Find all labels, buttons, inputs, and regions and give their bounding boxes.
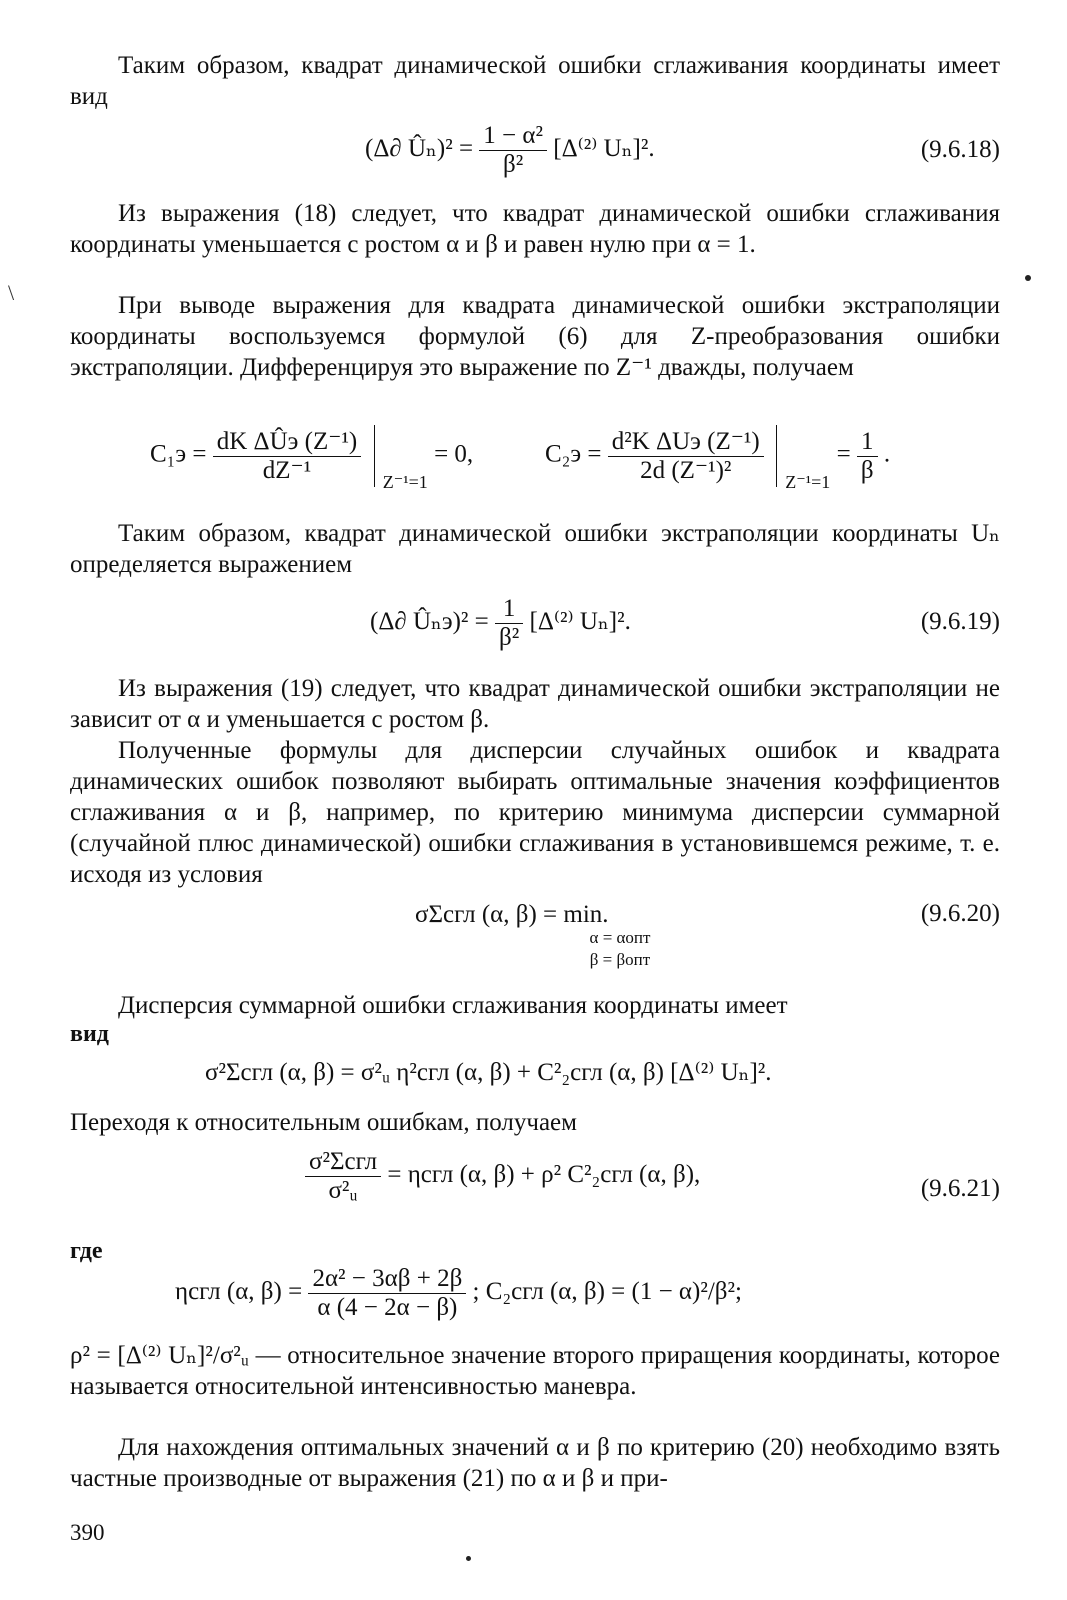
eq20-text: σΣсгл (α, β) = min. <box>415 901 609 928</box>
eq18-lhs: (Δ∂ Ûₙ)² = <box>365 135 474 163</box>
c2-result-denominator: β <box>860 456 874 484</box>
eq18-numerator: 1 − α² <box>479 122 547 151</box>
paragraph-7: Дисперсия суммарной ошибки сглаживания координаты имеет <box>118 992 788 1019</box>
paragraph-6: Полученные формулы для дисперсии случайных ошибок и квадрата динамических ошибок позволяют выбирать оптимальные значения коэффициентов сглаживания α и β, например, по критерию минимума дисперсии суммарной (случайной плюс динамической) ошибки сглаживания в установившемся режиме, т. е. исходя из условия <box>70 737 1000 888</box>
paragraph-5: Из выражения (19) следует, что квадрат динамической ошибки экстраполяции не зависит от α и уменьшается с ростом β. <box>70 675 1000 733</box>
scan-speck <box>1025 275 1031 281</box>
equation-c1 <box>150 425 473 497</box>
sigma-total-text: σ²Σсгл (α, β) = σ²ᵤ η²сгл (α, β) + C²₂сгл (α, β) [Δ⁽²⁾ Uₙ]². <box>205 1059 772 1086</box>
c2-lhs: C₂э = <box>545 440 602 468</box>
c2-result-fraction <box>857 428 878 485</box>
scan-mark: \ <box>8 280 15 305</box>
eq19-fraction <box>495 595 523 652</box>
eq18-rhs: [Δ⁽²⁾ Uₙ]². <box>553 135 655 163</box>
eq21-numerator: σ²Σсгл <box>305 1148 381 1177</box>
eta-rhs: ; C₂сгл (α, β) = (1 − α)²/β²; <box>472 1278 742 1306</box>
c2-fraction <box>608 428 764 485</box>
c1-rhs: = 0, <box>434 440 474 468</box>
paragraph-4: Таким образом, квадрат динамической ошибки экстраполяции координаты Uₙ определяется выражением <box>70 520 1000 578</box>
eta-fraction <box>308 1265 466 1322</box>
eq21-denominator: σ²ᵤ <box>328 1177 358 1204</box>
equation-c2 <box>545 425 890 497</box>
eq20-constraint-beta: β = βопт <box>589 950 651 969</box>
c2-tail: . <box>883 440 891 468</box>
c2-evaluation-point: Z⁻¹=1 <box>785 471 831 492</box>
equation-number-21: (9.6.21) <box>920 1175 1000 1202</box>
c1-fraction <box>213 428 362 485</box>
c1-lhs: C₁э = <box>150 440 207 468</box>
eq20-constraint-alpha: α = αопт <box>589 928 651 947</box>
c2-numerator: d²K ΔUэ (Z⁻¹) <box>608 428 764 457</box>
scan-speck <box>466 1556 471 1561</box>
eq19-rhs: [Δ⁽²⁾ Uₙ]². <box>529 608 631 636</box>
paragraph-3: При выводе выражения для квадрата динамической ошибки экстраполяции координаты воспользуемся формулой (6) для Z-преобразования ошибки экстраполяции. Дифференцируя это выражение по Z⁻¹ дважды, получаем <box>70 292 1000 381</box>
equation-9-6-20 <box>415 900 609 930</box>
paragraph-8: Переходя к относительным ошибкам, получаем <box>70 1109 577 1136</box>
c1-numerator: dK ΔÛэ (Z⁻¹) <box>213 428 362 457</box>
equation-sigma-total <box>205 1058 772 1088</box>
paragraph-11: Для нахождения оптимальных значений α и β по критерию (20) необходимо взять частные производные от выражения (21) по α и β и при- <box>70 1434 1000 1492</box>
c1-evaluation-point: Z⁻¹=1 <box>382 471 428 492</box>
eq19-denominator: β² <box>499 624 520 651</box>
paragraph-2: Из выражения (18) следует, что квадрат динамической ошибки сглаживания координаты уменьшается с ростом α и β и равен нулю при α = 1. <box>70 200 1000 258</box>
eq18-denominator: β² <box>503 151 524 178</box>
equation-9-6-21 <box>305 1148 700 1205</box>
equation-9-6-19 <box>370 595 631 652</box>
eta-numerator: 2α² − 3αβ + 2β <box>308 1265 466 1294</box>
eq19-lhs: (Δ∂ Ûₙэ)² = <box>370 608 489 636</box>
page-number: 390 <box>70 1520 105 1545</box>
paragraph-9: где <box>70 1238 103 1264</box>
c1-evaluation-bar <box>374 425 375 487</box>
equation-9-6-18 <box>365 122 655 179</box>
equation-eta <box>175 1265 742 1322</box>
equation-number-20: (9.6.20) <box>920 900 1000 927</box>
paragraph-7-tail: вид <box>70 1021 109 1047</box>
c2-evaluation-bar <box>776 425 777 487</box>
eta-lhs: ηсгл (α, β) = <box>175 1278 303 1306</box>
eq21-fraction <box>305 1148 381 1205</box>
equation-number-18: (9.6.18) <box>920 136 1000 163</box>
paragraph-10: ρ² = [Δ⁽²⁾ Uₙ]²/σ²ᵤ — относительное значение второго приращения координаты, которое называется относительной интенсивностью маневра. <box>70 1342 1000 1400</box>
paragraph-1: Таким образом, квадрат динамической ошибки сглаживания координаты имеет вид <box>70 52 1000 110</box>
c1-denominator: dZ⁻¹ <box>262 456 312 484</box>
eq21-rhs: = ηсгл (α, β) + ρ² C²₂сгл (α, β), <box>387 1161 701 1189</box>
c2-denominator: 2d (Z⁻¹)² <box>640 456 732 484</box>
eq19-numerator: 1 <box>495 595 523 624</box>
eq18-fraction <box>479 122 547 179</box>
equation-number-19: (9.6.19) <box>920 608 1000 635</box>
c2-equals: = <box>836 440 851 468</box>
c2-result-numerator: 1 <box>857 428 878 457</box>
eta-denominator: α (4 − 2α − β) <box>317 1294 458 1321</box>
